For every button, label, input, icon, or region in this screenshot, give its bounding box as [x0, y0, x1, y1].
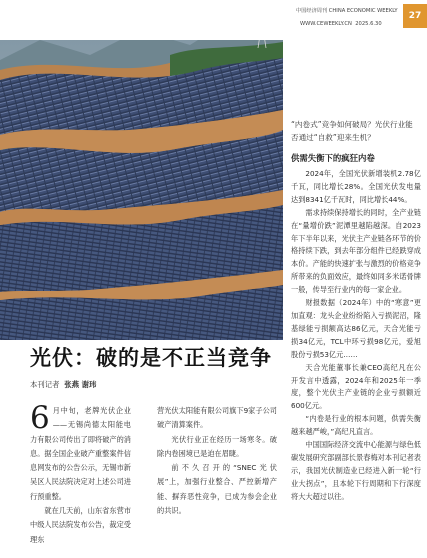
drop-cap: 6 — [30, 400, 50, 436]
article-title: 光伏：破的是不正当竞争 — [30, 346, 272, 370]
section-heading: 供需失衡下的疯狂内卷 — [291, 153, 375, 163]
solar-farm-photo — [0, 0, 283, 340]
paragraph: 2024年，全国光伏新增装机2.78亿千瓦，同比增长28%。全国光伏发电量达到8341亿千瓦时，同比增长44%。 — [291, 169, 421, 204]
paragraph: 需求持续保持增长的同时，全产业链在“量增价跌”泥潭里越陷越深。自2023年下半年以来，光伏主产业链各环节的价格持续下跌，到去年部分组件已经跌穿成本价。产能的快速扩张与激烈的价格竞争所带来的负面效应，最终如同多米诺骨牌一般，传导至行业内的每一家企业。 — [291, 207, 421, 295]
photo-illustration — [0, 0, 283, 340]
magazine-url-date — [300, 21, 382, 27]
paragraph: 中国国际经济交流中心能源与绿色低碳发展研究部副部长景春梅对本刊记者表示，我国光伏制造业已经进入新一轮“行业大拐点”，且本轮下行周期和下行深度将大大超过以往。 — [291, 440, 421, 501]
magazine-header — [0, 0, 427, 40]
paragraph-text: 月中旬，老牌光伏企业——无锡尚德太阳能电力有限公司传出了即将破产的消息。据全国企业破产重整案件信息网发布的公告公示，无锡市新吴区人民法院决定对上述公司进行预重整。 — [30, 406, 131, 501]
paragraph: 营光伏太阳能有限公司旗下9家子公司破产清算案件。 — [157, 406, 277, 430]
paragraph: “内卷是行业的根本问题，供需失衡越来越严峻，”高纪凡直言。 — [291, 414, 421, 437]
byline — [30, 379, 96, 390]
paragraph: 前不久召开的“SNEC光伏展”上，加强行业整合、严控新增产能、摒弃恶性竞争，已成为参会企业的共识。 — [157, 463, 277, 516]
paragraph: 光伏行业正在经历一场寒冬。破除内卷困境已是迫在眉睫。 — [157, 434, 277, 458]
page-number: 27 — [403, 4, 427, 28]
right-column — [283, 40, 427, 558]
body-column-left — [30, 400, 131, 547]
magazine-name: 中国经济周刊 CHINA ECONOMIC WEEKLY — [296, 8, 398, 14]
paragraph: 天合光能董事长兼CEO高纪凡在公开发言中透露，2024年和2025年一季度，整个光伏主产业链的企业亏损额近600亿元。 — [291, 362, 421, 411]
body-column-middle — [157, 404, 277, 518]
issue-date: 2025.6.30 — [355, 21, 382, 27]
article-subtitle: “内卷式”竞争如何破局？光伏行业能否通过“自救”迎来生机？ — [291, 120, 413, 142]
paragraph: 财报数据（2024年）中的“寒意”更加直观：龙头企业纷纷陷入亏损泥沼，隆基绿能亏损额高达86亿元，天合光能亏损34亿元，TCL中环亏损98亿元，爱旭股份亏损53亿元…… — [291, 298, 421, 359]
byline-authors: 张燕 谢玮 — [64, 380, 97, 389]
paragraph — [30, 400, 131, 504]
magazine-url: WWW.CEWEEKLY.CN — [300, 21, 352, 27]
paragraph: 就在几天前，山东省东营市中级人民法院发布公告，裁定受理东 — [30, 506, 131, 544]
right-body-text — [291, 168, 421, 504]
byline-label: 本刊记者 — [30, 380, 60, 389]
